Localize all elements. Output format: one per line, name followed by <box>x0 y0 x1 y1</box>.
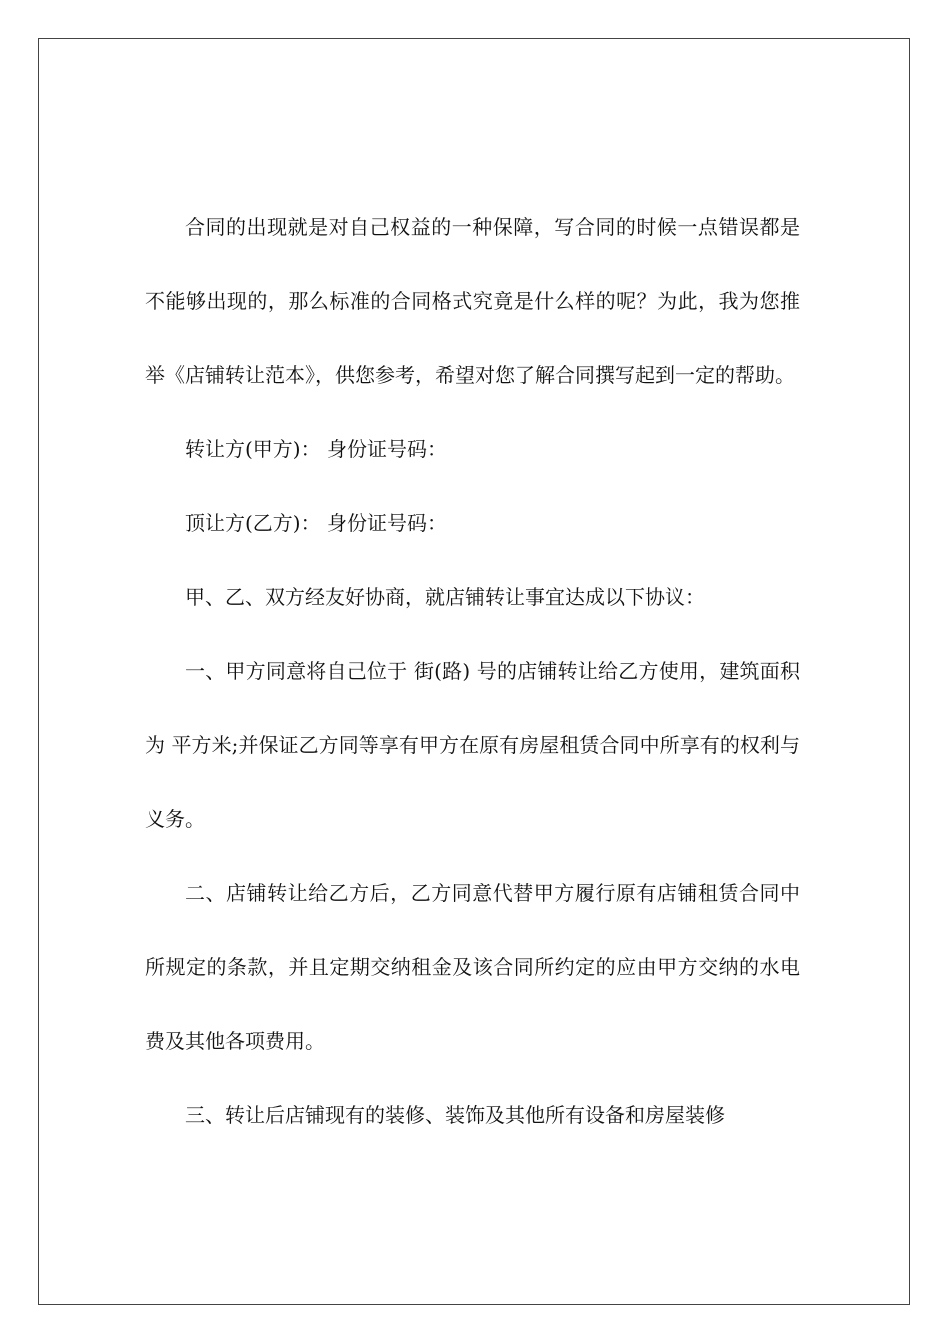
transferee-line: 顶让方(乙方)： 身份证号码： <box>185 511 447 535</box>
intro-paragraph: 合同的出现就是对自己权益的一种保障，写合同的时候一点错误都是不能够出现的，那么标准的合同格式究竟是什么样的呢？为此，我为您推举《店铺转让范本》，供您参考，希望对您了解合同撰写起到一定的帮助。 <box>145 215 800 387</box>
clause-two: 二、店铺转让给乙方后，乙方同意代替甲方履行原有店铺租赁合同中所规定的条款，并且定期交纳租金及该合同所约定的应由甲方交纳的水电费及其他各项费用。 <box>145 881 800 1053</box>
document-body <box>145 190 800 1152</box>
transferor-line: 转让方(甲方)： 身份证号码： <box>185 437 447 461</box>
agreement-preamble: 甲、乙、双方经友好协商，就店铺转让事宜达成以下协议： <box>185 585 705 609</box>
clause-three: 三、转让后店铺现有的装修、装饰及其他所有设备和房屋装修 <box>185 1103 725 1127</box>
clause-one: 一、甲方同意将自己位于 街(路) 号的店铺转让给乙方使用，建筑面积为 平方米;并保证乙方同等享有甲方在原有房屋租赁合同中所享有的权利与义务。 <box>145 659 800 831</box>
